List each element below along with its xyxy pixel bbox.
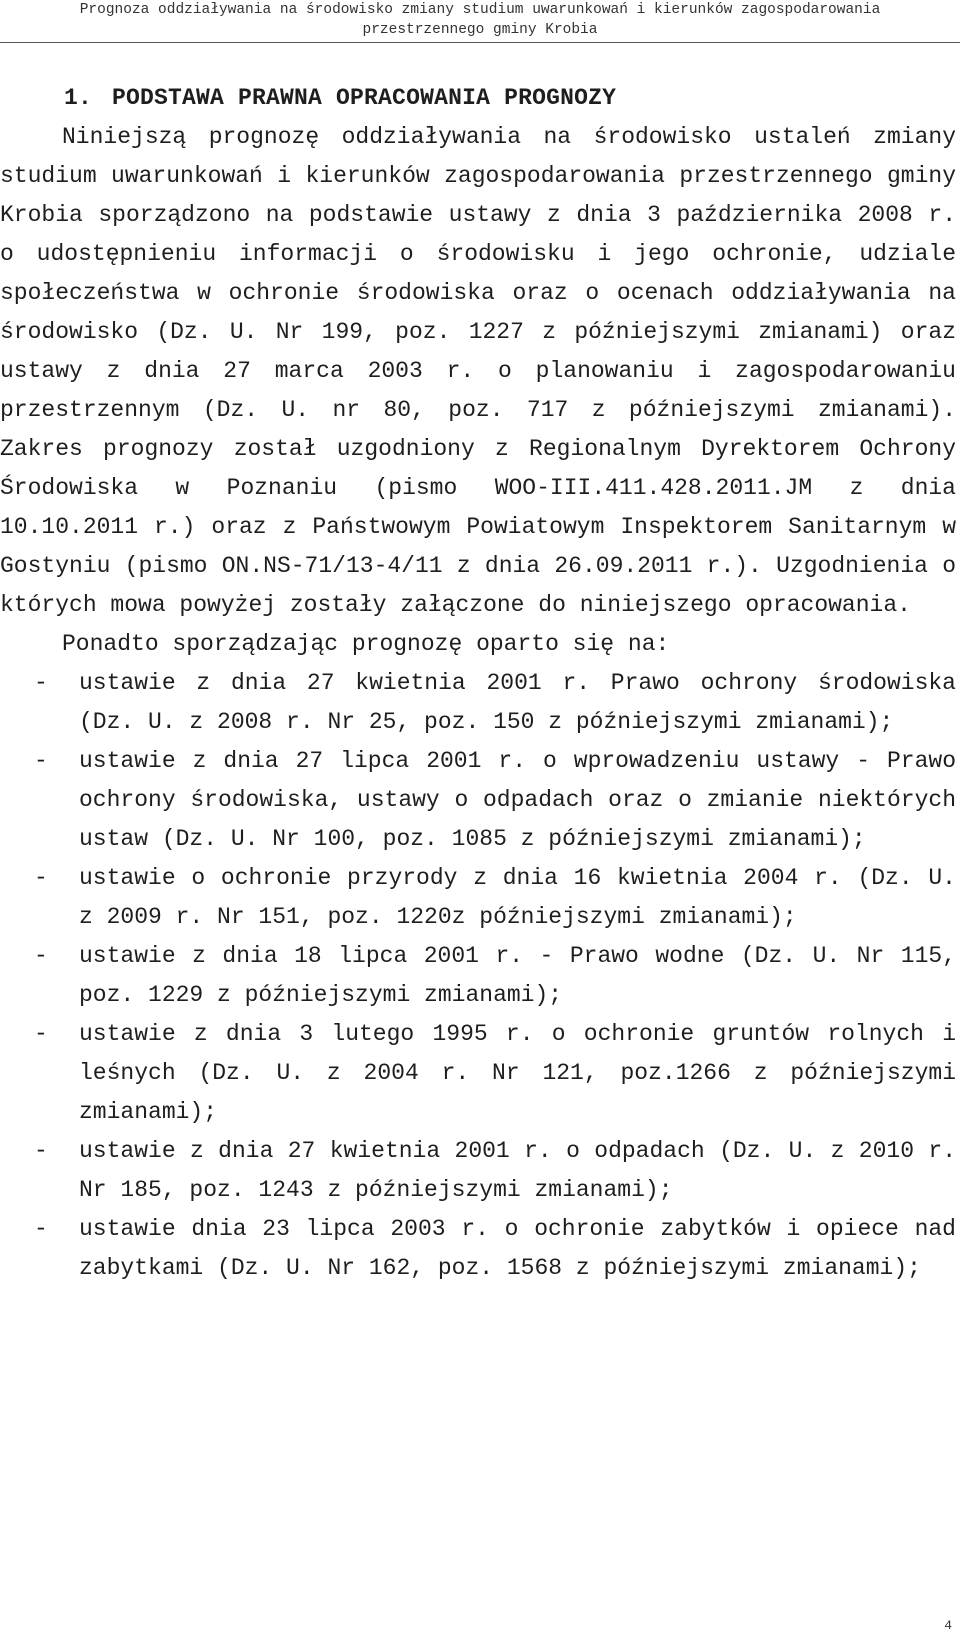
section-number: 1. [64, 85, 93, 111]
list-item-text: ustawie z dnia 27 kwietnia 2001 r. Prawo ochrony środowiska (Dz. U. z 2008 r. Nr 25, poz. 150 z późniejszymi zmianami); [79, 670, 956, 735]
list-dash: - [34, 1021, 48, 1047]
list-item [0, 1015, 956, 1132]
section-title: PODSTAWA PRAWNA OPRACOWANIA PROGNOZY [112, 85, 617, 111]
header-title-line2: przestrzennego gminy Krobia [362, 22, 598, 38]
list-item [0, 859, 956, 937]
list-item-text: ustawie dnia 23 lipca 2003 r. o ochronie zabytków i opiece nad zabytkami (Dz. U. Nr 162, poz. 1568 z późniejszymi zmianami); [79, 1216, 956, 1281]
list-dash: - [34, 670, 48, 696]
list-dash: - [34, 943, 48, 969]
list-dash: - [34, 1138, 48, 1164]
page-number: 4 [944, 1618, 952, 1633]
header-rule [0, 42, 960, 43]
section-heading [0, 79, 956, 118]
header-title-line1: Prognoza oddziaływania na środowisko zmiany studium uwarunkowań i kierunków zagospodarowania [79, 2, 881, 18]
list-item [0, 664, 956, 742]
list-dash: - [34, 865, 48, 891]
page-header [0, 0, 960, 40]
list-dash: - [34, 1216, 48, 1242]
list-item [0, 1210, 956, 1288]
basis-paragraph: Ponadto sporządzając prognozę oparto się na: [62, 631, 670, 657]
document-body [0, 79, 956, 1288]
list-item-text: ustawie z dnia 27 lipca 2001 r. o wprowadzeniu ustawy - Prawo ochrony środowiska, ustawy o odpadach oraz o zmianie niektórych ustaw (Dz. U. Nr 100, poz. 1085 z późniejszymi zmianami); [79, 748, 956, 852]
legal-acts-list [0, 664, 956, 1288]
list-item [0, 742, 956, 859]
list-item-text: ustawie z dnia 18 lipca 2001 r. - Prawo wodne (Dz. U. Nr 115, poz. 1229 z późniejszymi zmianami); [79, 943, 956, 1008]
list-item-text: ustawie z dnia 3 lutego 1995 r. o ochronie gruntów rolnych i leśnych (Dz. U. z 2004 r. Nr 121, poz.1266 z późniejszymi zmianami); [79, 1021, 956, 1125]
list-item-text: ustawie z dnia 27 kwietnia 2001 r. o odpadach (Dz. U. z 2010 r. Nr 185, poz. 1243 z późniejszymi zmianami); [79, 1138, 956, 1203]
list-dash: - [34, 748, 48, 774]
list-item [0, 937, 956, 1015]
list-item [0, 1132, 956, 1210]
intro-paragraph: Niniejszą prognozę oddziaływania na środowisko ustaleń zmiany studium uwarunkowań i kierunków zagospodarowania przestrzennego gminy Krobia sporządzono na podstawie ustawy z dnia 3 października 2008 r. o udostępnieniu informacji o środowisku i jego ochronie, udziale społeczeństwa w ochronie środowiska oraz o ocenach oddziaływania na środowisko (Dz. U. Nr 199, poz. 1227 z późniejszymi zmianami) oraz ustawy z dnia 27 marca 2003 r. o planowaniu i zagospodarowaniu przestrzennym (Dz. U. nr 80, poz. 717 z późniejszymi zmianami). Zakres prognozy został uzgodniony z Regionalnym Dyrektorem Ochrony Środowiska w Poznaniu (pismo WOO-III.411.428.2011.JM z dnia 10.10.2011 r.) oraz z Państwowym Powiatowym Inspektorem Sanitarnym w Gostyniu (pismo ON.NS-71/13-4/11 z dnia 26.09.2011 r.). Uzgodnienia o których mowa powyżej zostały załączone do niniejszego opracowania. [0, 124, 956, 618]
list-item-text: ustawie o ochronie przyrody z dnia 16 kwietnia 2004 r. (Dz. U. z 2009 r. Nr 151, poz. 1220z późniejszymi zmianami); [79, 865, 956, 930]
